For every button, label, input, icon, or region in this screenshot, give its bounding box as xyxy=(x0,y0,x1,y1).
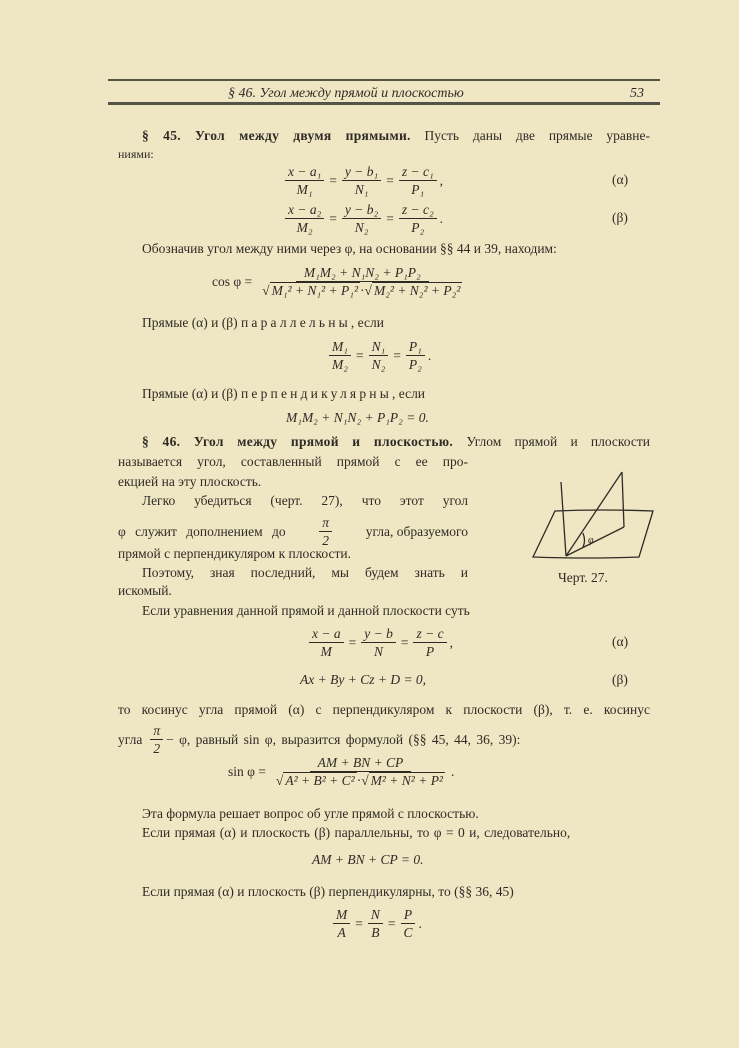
sqrt-sign: √ xyxy=(275,773,284,788)
denominator: P₂ xyxy=(408,357,422,372)
equation-label-beta: (β) xyxy=(612,672,628,687)
two: 2 xyxy=(319,531,332,549)
equals: = xyxy=(329,172,337,188)
radicand: M₁² + N₁² + P₁² xyxy=(271,283,359,298)
numerator: M₁ xyxy=(329,338,351,356)
paragraph-line: Если прямая (α) и плоскость (β) параллельны, то φ = 0 и, следовательно, xyxy=(142,825,571,840)
denominator: P xyxy=(425,644,435,659)
denominator: N₁ xyxy=(354,182,369,197)
denominator: M₂ xyxy=(332,357,348,372)
s46-equation-alpha xyxy=(306,625,453,660)
equals: = xyxy=(355,915,363,931)
page-number: 53 xyxy=(630,86,644,101)
s46-intro: Углом прямой и плоскости xyxy=(453,434,650,449)
perpendicular-ratio-formula xyxy=(330,906,422,941)
numerator: x − a₁ xyxy=(285,163,324,181)
numerator: M₁M₂ + N₁N₂ + P₁P₂ xyxy=(296,264,429,282)
numerator: P xyxy=(401,906,415,924)
equals: = xyxy=(386,210,394,226)
s46-first-line xyxy=(118,433,650,451)
denominator: M₁ xyxy=(296,182,313,197)
s45-heading: § 45. Угол между двумя прямыми. xyxy=(142,128,411,143)
punct: . xyxy=(450,763,455,779)
s45-equation-beta xyxy=(282,201,443,236)
numerator: M xyxy=(333,906,350,924)
header-rule-bottom xyxy=(108,102,660,105)
paragraph-line: то косинус угла прямой (α) с перпендикуляром к плоскости (β), т. е. косинус xyxy=(118,702,650,717)
equals: = xyxy=(355,347,364,363)
perpendicular-condition-text xyxy=(142,385,674,403)
equals: = xyxy=(329,210,337,226)
paragraph-line-with-fraction xyxy=(118,514,468,549)
denominator: A xyxy=(337,925,346,940)
equals: = xyxy=(393,347,401,363)
punct: . xyxy=(439,210,444,226)
pi: π xyxy=(322,515,330,530)
numerator: z − c xyxy=(413,625,446,643)
text: угла xyxy=(118,731,143,747)
paragraph-line: Если уравнения данной прямой и данной плоскости суть xyxy=(142,603,470,618)
equation-label-alpha: (α) xyxy=(612,172,629,187)
text: φ служит дополнением до xyxy=(118,523,286,539)
equation-label-beta: (β) xyxy=(612,210,628,225)
parallel-ratio-formula xyxy=(326,338,431,373)
paragraph-line: Легко убедиться (черт. 27), что этот угол xyxy=(142,493,468,508)
radicand: M² + N² + P² xyxy=(370,773,443,788)
text: Прямые (α) и (β) xyxy=(142,386,241,401)
numerator: x − a₂ xyxy=(285,201,324,219)
numerator: N₁ xyxy=(369,338,389,356)
paragraph-line: Поэтому, зная последний, мы будем знать и xyxy=(142,565,468,580)
radicand: M₂² + N₂² + P₂² xyxy=(373,283,461,298)
denominator: B xyxy=(371,925,380,940)
parallel-condition-text xyxy=(142,314,674,332)
paragraph-line: екцией на эту плоскость. xyxy=(118,474,262,489)
s45-intro: Пусть даны две прямые уравне- xyxy=(410,128,651,143)
denominator: M xyxy=(320,644,332,659)
denominator: N xyxy=(374,644,384,659)
equation-label-alpha: (α) xyxy=(612,634,629,649)
spaced-word: параллельны xyxy=(240,315,351,330)
equals: = xyxy=(386,172,394,188)
s45-denote-text: Обозначив угол между ними через φ, на основании §§ 44 и 39, находим: xyxy=(142,241,557,256)
text: − φ, равный sin φ, выразится формулой (§§ 45, 44, 36, 39): xyxy=(166,731,521,747)
text: , если xyxy=(392,386,426,401)
pi: π xyxy=(153,723,161,738)
parallel-plane-formula: AM + BN + CP = 0. xyxy=(312,852,424,867)
dot: · xyxy=(356,773,362,788)
dot: · xyxy=(360,283,365,298)
denominator: N₂ xyxy=(354,220,369,235)
numerator: z − c₁ xyxy=(399,163,437,181)
numerator: z − c₂ xyxy=(399,201,437,219)
equals: = xyxy=(348,634,357,650)
numerator: x − a xyxy=(309,625,344,643)
denominator: N₂ xyxy=(371,357,386,372)
cos-formula xyxy=(212,264,468,299)
paragraph-line: Если прямая (α) и плоскость (β) перпендикулярны, то (§§ 36, 45) xyxy=(142,884,514,899)
s45-equation-alpha xyxy=(282,163,443,198)
text: , если xyxy=(350,315,384,330)
text: Прямые (α) и (β) xyxy=(142,315,241,330)
s45-intro-cont: ниями: xyxy=(118,147,154,161)
punct: . xyxy=(427,347,432,363)
radicand: A² + B² + C² xyxy=(285,773,355,788)
equals: = xyxy=(400,634,409,650)
s46-heading: § 46. Угол между прямой и плоскостью. xyxy=(142,434,454,449)
sqrt-sign: √ xyxy=(262,283,270,298)
numerator: AM + BN + CP xyxy=(310,754,412,772)
lhs: sin φ = xyxy=(228,763,266,779)
text: угла, образуемого xyxy=(365,523,468,539)
s45-first-line xyxy=(118,127,650,145)
paragraph-line: искомый. xyxy=(118,583,172,598)
denominator: C xyxy=(403,925,413,940)
figure-caption: Черт. 27. xyxy=(558,570,608,585)
header-rule-top xyxy=(108,79,660,81)
denominator: M₂ xyxy=(296,220,313,235)
paragraph-line-with-fraction xyxy=(118,722,650,757)
punct: . xyxy=(418,915,422,931)
plane-equation-beta: Ax + By + Cz + D = 0, xyxy=(300,672,427,687)
paragraph-line: Эта формула решает вопрос об угле прямой с плоскостью. xyxy=(142,806,479,821)
sqrt-sign: √ xyxy=(364,283,372,298)
numerator: y − b₁ xyxy=(342,163,381,181)
spaced-word: перпендикулярны xyxy=(240,386,392,401)
two: 2 xyxy=(150,739,163,757)
paragraph-line: называется угол, составленный прямой с ее про- xyxy=(118,454,468,469)
punct: , xyxy=(439,172,444,188)
sqrt-sign: √ xyxy=(361,773,369,788)
paragraph-line: прямой с перпендикуляром к плоскости. xyxy=(118,546,352,561)
numerator: P₁ xyxy=(406,338,425,356)
denominator: P₁ xyxy=(411,182,425,197)
lhs: cos φ = xyxy=(212,273,253,289)
numerator: y − b₂ xyxy=(342,201,381,219)
equals: = xyxy=(387,915,396,931)
denominator: P₂ xyxy=(411,220,425,235)
perpendicular-formula: M₁M₂ + N₁N₂ + P₁P₂ = 0. xyxy=(286,410,429,425)
numerator: N xyxy=(368,906,383,924)
running-title: § 46. Угол между прямой и плоскостью xyxy=(228,86,464,101)
punct: , xyxy=(449,634,453,650)
numerator: y − b xyxy=(361,625,396,643)
figure-angle-label: φ xyxy=(588,535,594,546)
sin-formula xyxy=(228,754,454,789)
